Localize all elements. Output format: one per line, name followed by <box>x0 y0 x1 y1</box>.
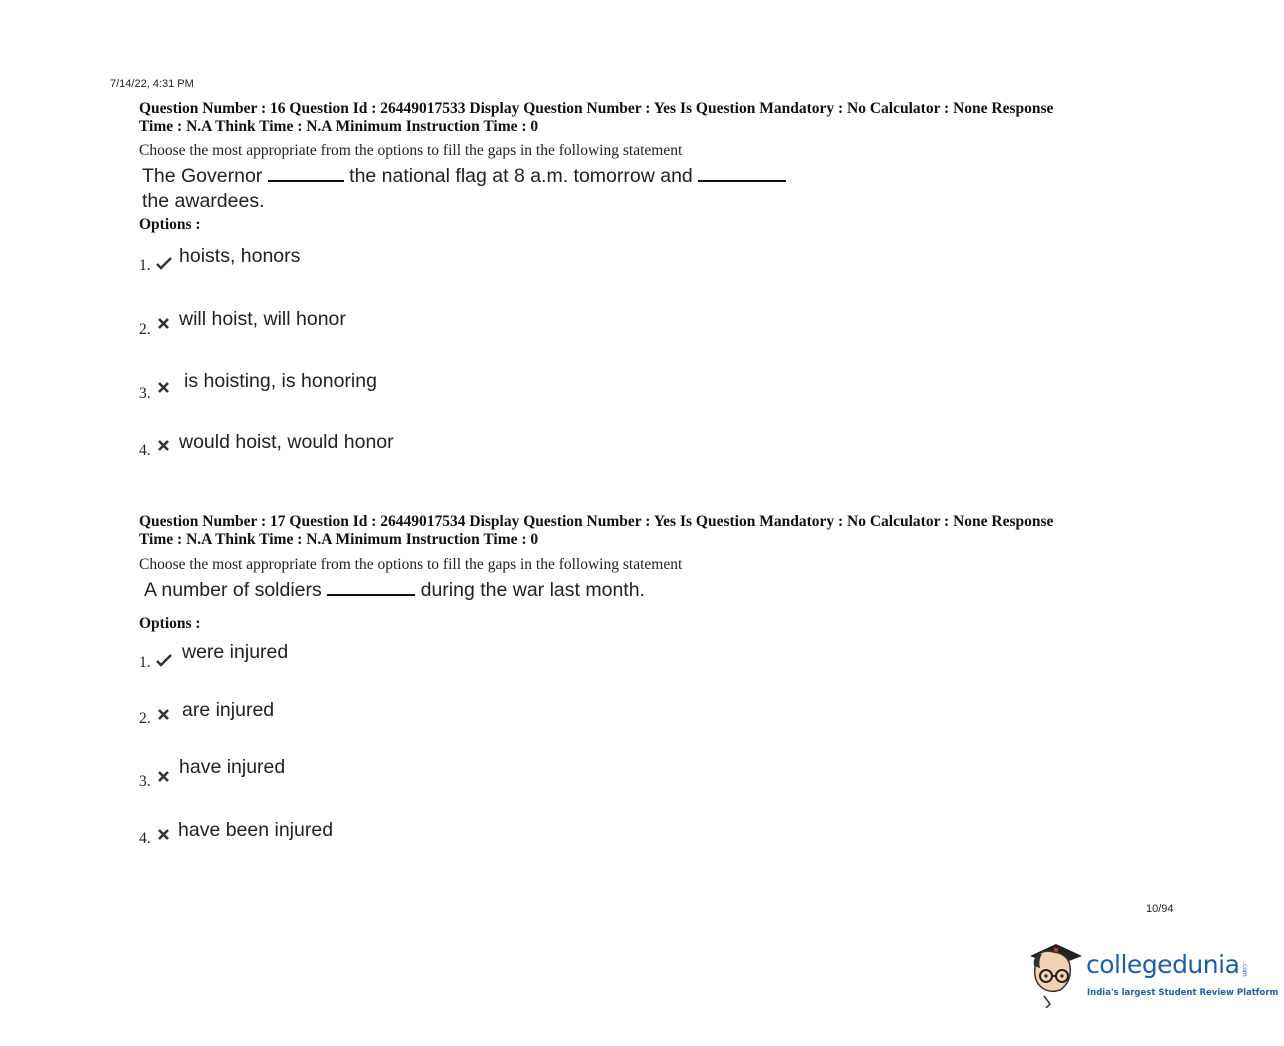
check-icon <box>156 256 172 274</box>
q16-option-2-text: will hoist, will honor <box>179 308 346 330</box>
question-17-stem-part1: A number of soldiers <box>144 579 322 601</box>
cross-icon <box>158 771 169 786</box>
q17-option-3-text: have injured <box>179 756 286 778</box>
page-number: 10/94 <box>1146 903 1174 915</box>
question-17-meta-line2: Time : N.A Think Time : N.A Minimum Instruction Time : 0 <box>139 531 539 548</box>
cross-icon <box>158 382 169 397</box>
question-17-stem <box>144 579 645 602</box>
q17-option-2-number: 2. <box>139 710 151 727</box>
question-17-meta <box>139 513 1139 549</box>
print-timestamp: 7/14/22, 4:31 PM <box>110 78 194 90</box>
q17-option-1-text: were injured <box>182 641 289 663</box>
blank-1 <box>327 580 415 596</box>
question-16-meta-line1: Question Number : 16 Question Id : 26449017533 Display Question Number : Yes Is Question Mandatory : No Calculator : None Response <box>139 100 1054 117</box>
collegedunia-tagline: India's largest Student Review Platform <box>1087 988 1279 998</box>
question-17-stem-part2: during the war last month. <box>420 579 645 601</box>
q17-option-3-number: 3. <box>139 773 151 790</box>
question-16-options-label: Options : <box>139 216 201 233</box>
q16-option-3-text: is hoisting, is honoring <box>184 370 377 392</box>
q16-option-1-text: hoists, honors <box>179 245 301 267</box>
question-17-instruction: Choose the most appropriate from the options to fill the gaps in the following statement <box>139 556 683 573</box>
collegedunia-logo-text: collegedunia <box>1086 950 1240 979</box>
q17-option-1-number: 1. <box>139 654 151 671</box>
q16-option-2-number: 2. <box>139 321 151 338</box>
question-16-meta <box>139 100 1139 136</box>
q17-option-4-number: 4. <box>139 830 151 847</box>
question-16-meta-line2: Time : N.A Think Time : N.A Minimum Instruction Time : 0 <box>139 118 539 135</box>
question-16-stem-part2: the national flag at 8 a.m. tomorrow and <box>349 165 693 187</box>
q17-option-4-text: have been injured <box>178 819 334 841</box>
question-17-options-label: Options : <box>139 615 201 632</box>
question-16-stem-line1 <box>142 165 786 188</box>
q17-option-2-text: are injured <box>182 699 275 721</box>
check-icon <box>156 653 172 671</box>
collegedunia-mascot-icon <box>1024 938 1086 1008</box>
cross-icon <box>158 829 169 844</box>
cross-icon <box>158 709 169 724</box>
question-16-stem-line2: the awardees. <box>142 190 265 212</box>
q16-option-4-text: would hoist, would honor <box>179 431 394 453</box>
question-17-meta-line1: Question Number : 17 Question Id : 26449017534 Display Question Number : Yes Is Question Mandatory : No Calculator : None Response <box>139 513 1054 530</box>
cross-icon <box>158 440 169 455</box>
cross-icon <box>158 318 169 333</box>
q16-option-1-number: 1. <box>139 257 151 274</box>
collegedunia-logo-dotcom: .com <box>1241 962 1248 977</box>
question-16-stem-part1: The Governor <box>142 165 263 187</box>
q16-option-3-number: 3. <box>139 385 151 402</box>
blank-1 <box>268 166 344 182</box>
q16-option-4-number: 4. <box>139 442 151 459</box>
question-16-instruction: Choose the most appropriate from the options to fill the gaps in the following statement <box>139 142 683 159</box>
blank-2 <box>698 166 786 182</box>
